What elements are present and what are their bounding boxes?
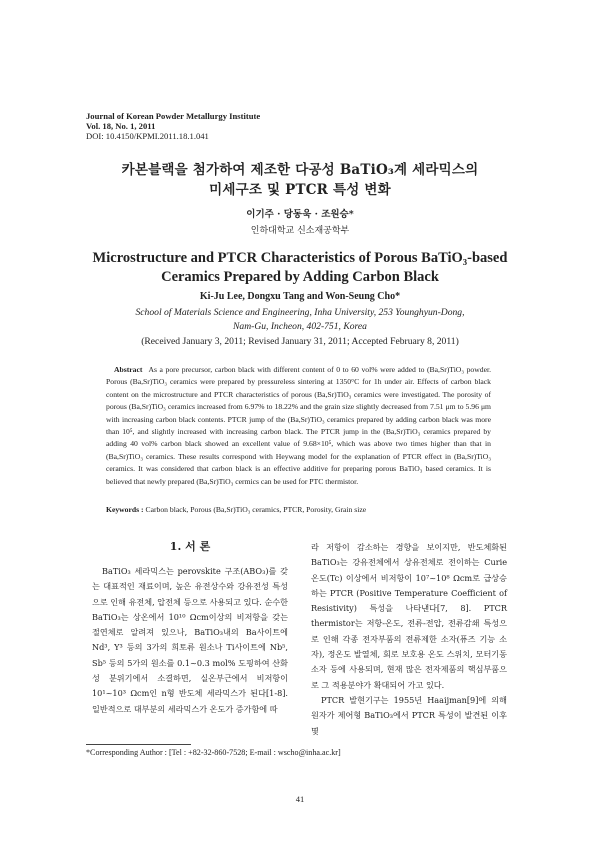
korean-affiliation: 인하대학교 신소재공학부 bbox=[250, 226, 350, 236]
right-column-paragraph-1: 라 저항이 감소하는 경향을 보이지만, 반도체화된 BaTiO₃는 강유전체에서 상유전체로 전이하는 Curie 온도(Tc) 이상에서 비저항이 10⁷~10⁸ Ωcm로 급상승하는 PTCR (Positive Temperature Coefficient of Resistivity) 특성을 나타낸다[7, 8]. PTCR thermistor는 저항-온도, 전류-전압, 전류감쇄 특성으로 인해 각종 전자부품의 전류제한 소자(퓨즈 기능 소자), 정온도 발열체, 회로 보호용 온도 스위치, 모터기동소자 등에 사용되며, 현재 많은 전자제품의 핵심부품으로 그 적용분야가 확대되어 가고 있다. bbox=[311, 542, 507, 690]
english-affiliation-line2: Nam-Gu, Incheon, 402-751, Korea bbox=[233, 321, 367, 332]
korean-title bbox=[0, 160, 600, 200]
left-column bbox=[92, 540, 288, 717]
abstract-label: Abstract bbox=[114, 365, 143, 374]
left-column-paragraph: BaTiO₃ 세라믹스는 perovskite 구조(ABO₃)를 갖는 대표적인 재료이며, 높은 유전상수와 강유전성 특성으로 인해 유전체, 압전체 등으로 사용되고 있다. 순수한 BaTiO₃는 상온에서 10¹⁰ Ωcm이상의 비저항을 갖는 절연체로 알려져 있으나, BaTiO₃내의 Ba사이트에 Nd³, Y³ 등의 3가의 희토류 원소나 Ti사이트에 Nb⁵, Sb⁵ 등의 5가의 원소를 0.1~0.3 mol% 도핑하여 산화성 분위기에서 소결하면, 실온부근에서 비저항이 10¹~10³ Ωcm인 n형 반도체 세라믹스가 된다[1-8]. 일반적으로 대부분의 세라믹스가 온도가 증가함에 따 bbox=[92, 566, 288, 714]
journal-header bbox=[86, 111, 260, 141]
footnote-divider bbox=[86, 744, 191, 745]
keywords bbox=[106, 505, 491, 514]
english-title bbox=[0, 249, 600, 287]
korean-title-line1: 카본블랙을 첨가하여 제조한 다공성 BaTiO₃계 세라믹스의 bbox=[121, 162, 479, 178]
keywords-text: Carbon black, Porous (Ba,Sr)TiO₃ ceramics, PTCR, Porosity, Grain size bbox=[145, 505, 367, 514]
korean-authors: 이기주 · 당동욱 · 조원승* bbox=[246, 209, 354, 220]
english-title-line1: Microstructure and PTCR Characteristics of Porous BaTiO₃-based bbox=[92, 250, 508, 266]
keywords-label: Keywords : bbox=[106, 505, 144, 514]
korean-title-line2: 미세구조 및 PTCR 특성 변화 bbox=[209, 182, 391, 198]
abstract bbox=[106, 364, 491, 488]
received-dates: (Received January 3, 2011; Revised January 31, 2011; Accepted February 8, 2011) bbox=[141, 336, 459, 347]
section-heading: 1. 서 론 bbox=[169, 540, 211, 553]
right-column-paragraph-2: PTCR 발현기구는 1955년 Haaijman[9]에 의해 원자가 제어형 BaTiO₃에서 PTCR 특성이 발견된 이후 몇 bbox=[311, 694, 507, 736]
journal-volume: Vol. 18, No. 1, 2011 bbox=[86, 121, 156, 131]
corresponding-author-footnote: *Corresponding Author : [Tel : +82-32-860-7528; E-mail : wscho@inha.ac.kr] bbox=[86, 748, 341, 757]
journal-doi: DOI: 10.4150/KPMI.2011.18.1.041 bbox=[86, 131, 209, 141]
english-authors: Ki-Ju Lee, Dongxu Tang and Won-Seung Cho* bbox=[199, 291, 401, 302]
english-affiliation-line1: School of Materials Science and Engineering, Inha University, 253 Younghyun-Dong, bbox=[135, 307, 465, 318]
english-affiliation bbox=[0, 306, 600, 334]
journal-name: Journal of Korean Powder Metallurgy Institute bbox=[86, 111, 261, 121]
abstract-text: As a pore precursor, carbon black with different content of 0 to 60 vol% were added to (Ba,Sr)TiO₃ powder. Porous (Ba,Sr)TiO₃ ceramics were prepared by pressureless sintering at 1350°C for 1h under air. Effects of carbon black content on the microstructure and PTCR characteristics of porous (Ba,Sr)TiO₃ ceramics were investigated. The porosity of porous (Ba,Sr)TiO₃ ceramics increased from 6.97% to 18.22% and the grain size slightly decreased from 7.51 μm to 5.96 μm with increasing carbon black contents. PTCR jump of the (Ba,Sr)TiO₃ ceramics prepared by adding carbon black was more than 10⁵, and slightly increased with increasing carbon black. The PTCR jump in the (Ba,Sr)TiO₃ ceramics prepared by adding 40 vol% carbon black showed an excellent value of 9.68×10⁵, which was above two times higher than that in (Ba,Sr)TiO₃ ceramics. These results correspond with Heywang model for the explanation of PTCR effect in (Ba,Sr)TiO₃ ceramics. It was considered that carbon black is an effective additive for preparing porous BaTiO₃ based ceramics. It is believed that newly prepared (Ba,Sr)TiO₃ cermics can be used for PTC thermistor. bbox=[106, 365, 491, 486]
page-number: 41 bbox=[295, 794, 305, 804]
english-title-line2: Ceramics Prepared by Adding Carbon Black bbox=[161, 269, 439, 285]
right-column bbox=[311, 540, 507, 739]
